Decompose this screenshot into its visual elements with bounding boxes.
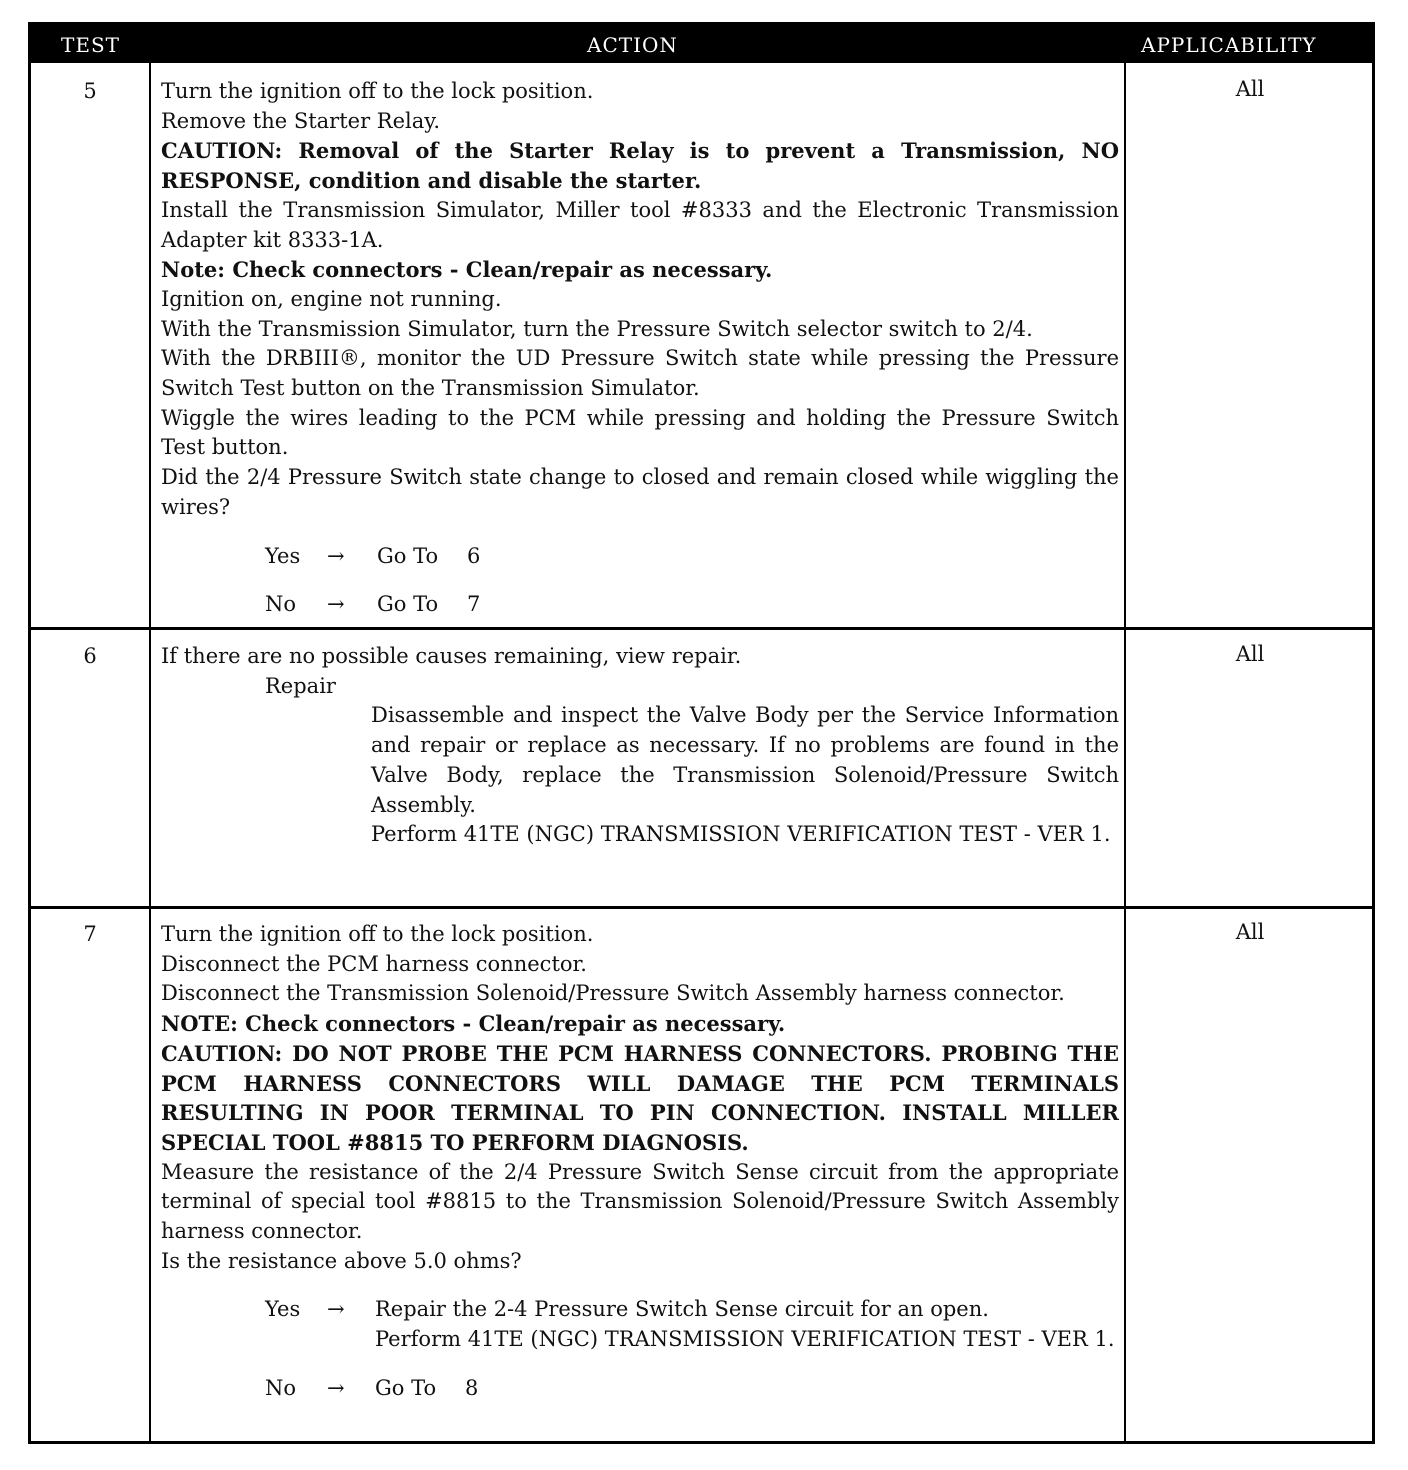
table-header bbox=[31, 25, 1372, 63]
diagnostic-table bbox=[28, 22, 1375, 1444]
arrow-icon: → bbox=[327, 592, 345, 617]
goto-target: 8 bbox=[465, 1375, 479, 1400]
action-5 bbox=[161, 77, 1119, 620]
no-label: No bbox=[265, 1375, 297, 1400]
no-branch bbox=[161, 590, 1119, 620]
yes-label: Yes bbox=[265, 1297, 301, 1322]
question-text: Is the resistance above 5.0 ohms? bbox=[161, 1248, 522, 1273]
step-text: Turn the ignition off to the lock position. bbox=[161, 922, 594, 946]
column-divider-test bbox=[149, 63, 151, 1441]
goto-target: 7 bbox=[467, 592, 481, 617]
step-text: Measure the resistance of the 2/4 Pressure Switch Sense circuit from the appropriate terminal of special tool #8815 to the Transmission Solenoid/Pressure Switch Assembly harness connector. bbox=[161, 1159, 1119, 1244]
applicability-7: All bbox=[1235, 920, 1265, 944]
step-text: Ignition on, engine not running. bbox=[161, 286, 502, 311]
column-divider-applicability bbox=[1124, 63, 1126, 1441]
repair-text: Repair the 2-4 Pressure Switch Sense circuit for an open. bbox=[375, 1297, 989, 1322]
yes-branch bbox=[161, 1295, 1119, 1354]
row-divider-1 bbox=[31, 627, 1372, 630]
header-applicability: APPLICABILITY bbox=[1141, 33, 1317, 57]
caution-text: CAUTION: Removal of the Starter Relay is to prevent a Transmission, NO RESPONSE, condition and disable the starter. bbox=[161, 138, 1119, 194]
goto-label: Go To bbox=[377, 543, 439, 568]
step-text: With the DRBIII®, monitor the UD Pressure Switch state while pressing the Pressure Switch Test button on the Transmission Simulator. bbox=[161, 346, 1119, 401]
repair-label: Repair bbox=[265, 673, 336, 698]
repair-text: Perform 41TE (NGC) TRANSMISSION VERIFICATION TEST - VER 1. bbox=[371, 822, 1111, 847]
arrow-icon: → bbox=[327, 543, 345, 568]
no-branch bbox=[161, 1374, 1119, 1404]
question-text: Did the 2/4 Pressure Switch state change to closed and remain closed while wiggling the wires? bbox=[161, 465, 1119, 519]
step-text: Remove the Starter Relay. bbox=[161, 108, 441, 133]
repair-text: Disassemble and inspect the Valve Body per the Service Information and repair or replace as necessary. If no problems are found in the Valve Body, replace the Transmission Solenoid/Pressure Switch Assembly. bbox=[371, 703, 1119, 817]
goto-target: 6 bbox=[467, 543, 481, 568]
applicability-6: All bbox=[1235, 642, 1265, 666]
step-text: Turn the ignition off to the lock position. bbox=[161, 79, 594, 103]
repair-text: Perform 41TE (NGC) TRANSMISSION VERIFICATION TEST - VER 1. bbox=[375, 1327, 1115, 1352]
step-text: Disconnect the PCM harness connector. bbox=[161, 951, 587, 976]
header-test: TEST bbox=[61, 33, 120, 57]
step-text: If there are no possible causes remaining, view repair. bbox=[161, 644, 742, 668]
step-text: Wiggle the wires leading to the PCM while pressing and holding the Pressure Switch Test button. bbox=[161, 405, 1119, 460]
step-text: With the Transmission Simulator, turn the Pressure Switch selector switch to 2/4. bbox=[161, 316, 1033, 341]
goto-label: Go To bbox=[375, 1375, 437, 1400]
test-number-5: 5 bbox=[83, 79, 97, 103]
no-label: No bbox=[265, 592, 297, 617]
yes-label: Yes bbox=[265, 543, 301, 568]
yes-branch bbox=[161, 542, 1119, 572]
arrow-icon: → bbox=[327, 1375, 345, 1400]
row-divider-2 bbox=[31, 906, 1372, 909]
step-text: Install the Transmission Simulator, Miller tool #8333 and the Electronic Transmission Adapter kit 8333-1A. bbox=[161, 197, 1119, 252]
goto-label: Go To bbox=[377, 592, 439, 617]
test-number-6: 6 bbox=[83, 644, 97, 668]
caution-text: CAUTION: DO NOT PROBE THE PCM HARNESS CONNECTORS. PROBING THE PCM HARNESS CONNECTORS WILL DAMAGE THE PCM TERMINALS RESULTING IN POOR TERMINAL TO PIN CONNECTION. INSTALL MILLER SPECIAL TOOL #8815 TO PERFORM DIAGNOSIS. bbox=[161, 1040, 1119, 1155]
step-text: Disconnect the Transmission Solenoid/Pressure Switch Assembly harness connector. bbox=[161, 981, 1065, 1006]
yes-action bbox=[161, 1295, 1119, 1354]
applicability-5: All bbox=[1235, 77, 1265, 101]
arrow-icon: → bbox=[327, 1297, 345, 1322]
header-action: ACTION bbox=[587, 33, 678, 57]
test-number-7: 7 bbox=[83, 922, 97, 946]
note-text: Note: Check connectors - Clean/repair as necessary. bbox=[161, 257, 773, 283]
note-text: NOTE: Check connectors - Clean/repair as necessary. bbox=[161, 1011, 786, 1037]
action-7 bbox=[161, 920, 1119, 1404]
action-6 bbox=[161, 642, 1119, 850]
